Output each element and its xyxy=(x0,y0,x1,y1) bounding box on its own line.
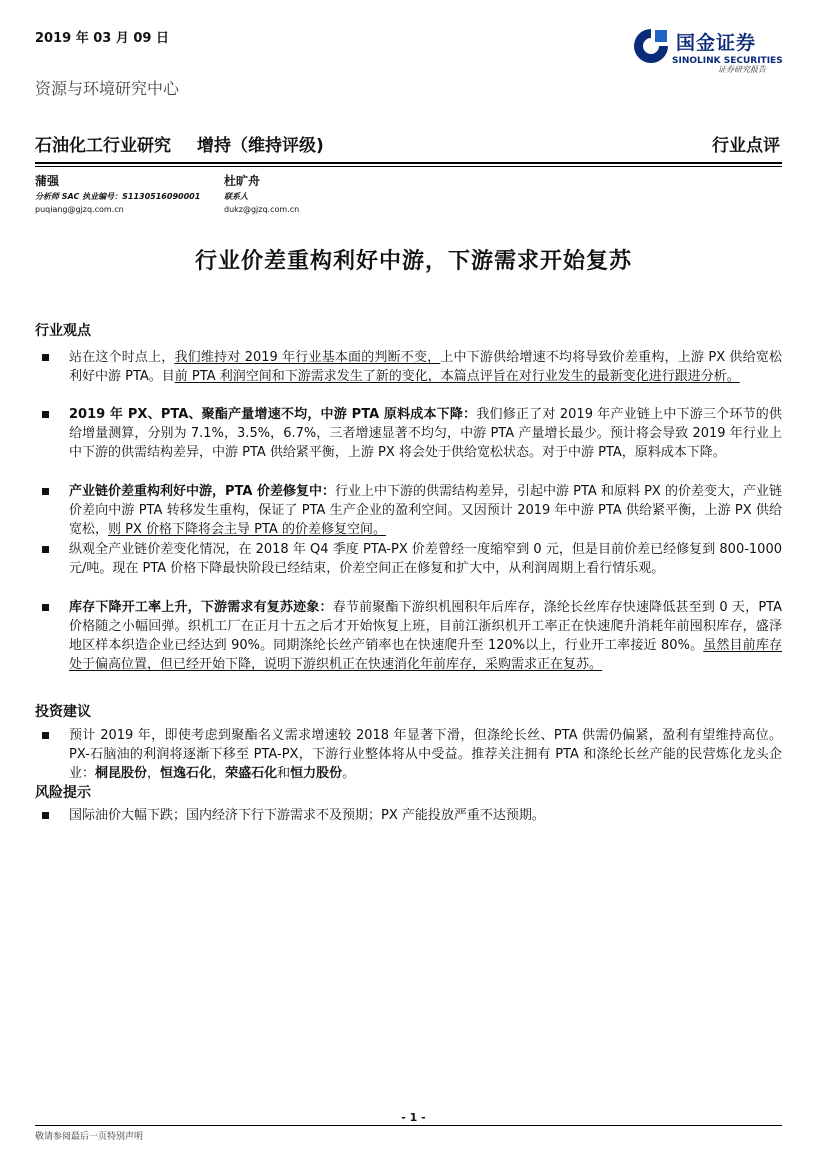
bullet-underlined-text: 前 PTA 利润空间和下游需求发生了新的变化，本篇点评旨在对行业发生的最新变化进行跟进分析。 xyxy=(174,369,740,384)
report-title: 行业价差重构利好中游，下游需求开始复苏 xyxy=(194,248,632,274)
author-email: dukz@gjzq.com.cn xyxy=(224,205,300,214)
bullet-item xyxy=(35,726,782,783)
bullet-item xyxy=(35,482,782,539)
author-name: 蒲强 xyxy=(35,174,60,188)
bullet-text: 行业上中下游的供需结构差异，引起中游 PTA 和原料 PX 的价差变大，产业链价差向中游 PTA 转移发生重构，保证了 PTA 生产企业的盈利空间。又因预计 2019 年中游 PTA 供给紧平衡，上游 PX 供给宽松， xyxy=(69,484,782,537)
logo-subtitle: 证券研究报告 xyxy=(718,65,766,74)
bullet-square-icon xyxy=(42,488,49,495)
separator: 和 xyxy=(277,766,291,781)
section-heading-views: 行业观点 xyxy=(35,323,91,339)
bullet-square-icon xyxy=(42,604,49,611)
company-logo xyxy=(632,25,792,75)
bullet-item xyxy=(35,348,782,386)
bullet-text: 站在这个时点上， xyxy=(69,350,175,365)
bullet-text: 纵观全产业链价差变化情况，在 2018 年 Q4 季度 PTA-PX 价差曾经一度缩窄到 0 元，但是目前价差已经修复到 800-1000 元/吨。现在 PTA 价格下降最快阶段已经结束，价差空间正在修复和扩大中，从利润周期上看行情乐观。 xyxy=(69,542,782,576)
department-name: 资源与环境研究中心 xyxy=(35,79,180,98)
bullet-text: 国际油价大幅下跌；国内经济下行下游需求不及预期；PX 产能投放严重不达预期。 xyxy=(69,808,545,823)
bullet-square-icon xyxy=(42,354,49,361)
bullet-square-icon xyxy=(42,732,49,739)
bullet-bold-lead: 库存下降开工率上升，下游需求有复苏迹象： xyxy=(69,600,333,615)
section-heading-invest: 投资建议 xyxy=(35,704,91,720)
author-block-1 xyxy=(35,172,200,216)
bullet-text: 预计 2019 年，即使考虑到聚酯名义需求增速较 2018 年显著下滑，但涤纶长丝、PTA 供需仍偏紧，盈利有望维持高位。PX-石脑油的利润将逐渐下移至 PTA-PX，下游行业整体将从中受益。推荐关注拥有 PTA 和涤纶长丝产能的民营炼化龙头企业： xyxy=(69,728,782,781)
report-date: 2019 年 03 月 09 日 xyxy=(35,31,169,46)
bullet-item xyxy=(35,806,782,825)
bullet-underlined-text: 我们维持对 2019 年行业基本面的判断不变， xyxy=(174,350,441,365)
logo-chinese-name: 国金证券 xyxy=(676,32,757,54)
bullet-underlined-text: 则 PX 价格下降将会主导 PTA 的价差修复空间。 xyxy=(108,522,386,537)
bullet-bold-lead: 产业链价差重构利好中游，PTA 价差修复中： xyxy=(69,484,335,499)
sinolink-logo-icon xyxy=(632,27,670,65)
author-role: 联系人 xyxy=(224,192,248,201)
footer-rule xyxy=(35,1125,782,1126)
bullet-text: 上中下游供给增速不均将导致价差重构，上游 PX 供给宽松利好中游 PTA。目 xyxy=(69,350,782,384)
industry-rating-line xyxy=(35,131,324,156)
author-block-2 xyxy=(224,172,299,216)
bullet-item xyxy=(35,540,782,578)
bullet-text: 春节前聚酯下游织机囤积年后库存，涤纶长丝库存快速降低甚至到 0 天，PTA 价格随之小幅回弹。织机工厂在正月十五之后才开始恢复上班，目前江浙织机开工率正在快速爬升消耗年前囤积库存，盛泽地区样本织造企业已经达到 90%。同期涤纶长丝产销率也在快速爬升至 120%以上，行业开工率接近 80%。 xyxy=(69,600,782,653)
author-name: 杜旷舟 xyxy=(224,174,261,188)
industry-name: 石油化工行业研究 xyxy=(35,136,171,156)
bullet-underlined-text: 虽然目前库存处于偏高位置，但已经开始下降，说明下游织机正在快速消化年前库存，采购需求正在复苏。 xyxy=(69,638,782,672)
report-type: 行业点评 xyxy=(712,136,780,156)
bullet-square-icon xyxy=(42,411,49,418)
separator: 。 xyxy=(342,766,356,781)
bullet-bold-lead: 2019 年 PX、PTA、聚酯产量增速不均，中游 PTA 原料成本下降： xyxy=(69,407,477,422)
company-name: 恒力股份 xyxy=(290,766,343,781)
rating: 增持（维持评级) xyxy=(197,136,324,156)
section-heading-risk: 风险提示 xyxy=(35,785,91,801)
footer-disclaimer: 敬请参阅最后一页特别声明 xyxy=(35,1132,144,1142)
page-number: - 1 - xyxy=(401,1111,426,1124)
bullet-square-icon xyxy=(42,812,49,819)
separator: ， xyxy=(147,766,161,781)
author-email: puqiang@gjzq.com.cn xyxy=(35,205,124,214)
logo-english-name: SINOLINK SECURITIES xyxy=(672,56,783,66)
separator: ， xyxy=(212,766,226,781)
bullet-item xyxy=(35,405,782,462)
company-name: 荣盛石化 xyxy=(225,766,278,781)
company-name: 桐昆股份 xyxy=(95,766,148,781)
bullet-square-icon xyxy=(42,546,49,553)
author-role: 分析师 SAC 执业编号：S1130516090001 xyxy=(35,192,201,201)
header-rule-thick xyxy=(35,162,782,164)
bullet-item xyxy=(35,598,782,674)
bullet-text: 我们修正了对 2019 年产业链上中下游三个环节的供给增量测算，分别为 7.1%，3.5%，6.7%，三者增速显著不均匀，中游 PTA 产量增长最少。预计将会导致 2019 年行业上中下游的供需结构差异，中游 PTA 供给紧平衡，上游 PX 将会处于供给宽松状态。对于中游 PTA，原料成本下降。 xyxy=(69,407,782,460)
company-name: 恒逸石化 xyxy=(160,766,213,781)
header-rule-thin xyxy=(35,166,782,167)
